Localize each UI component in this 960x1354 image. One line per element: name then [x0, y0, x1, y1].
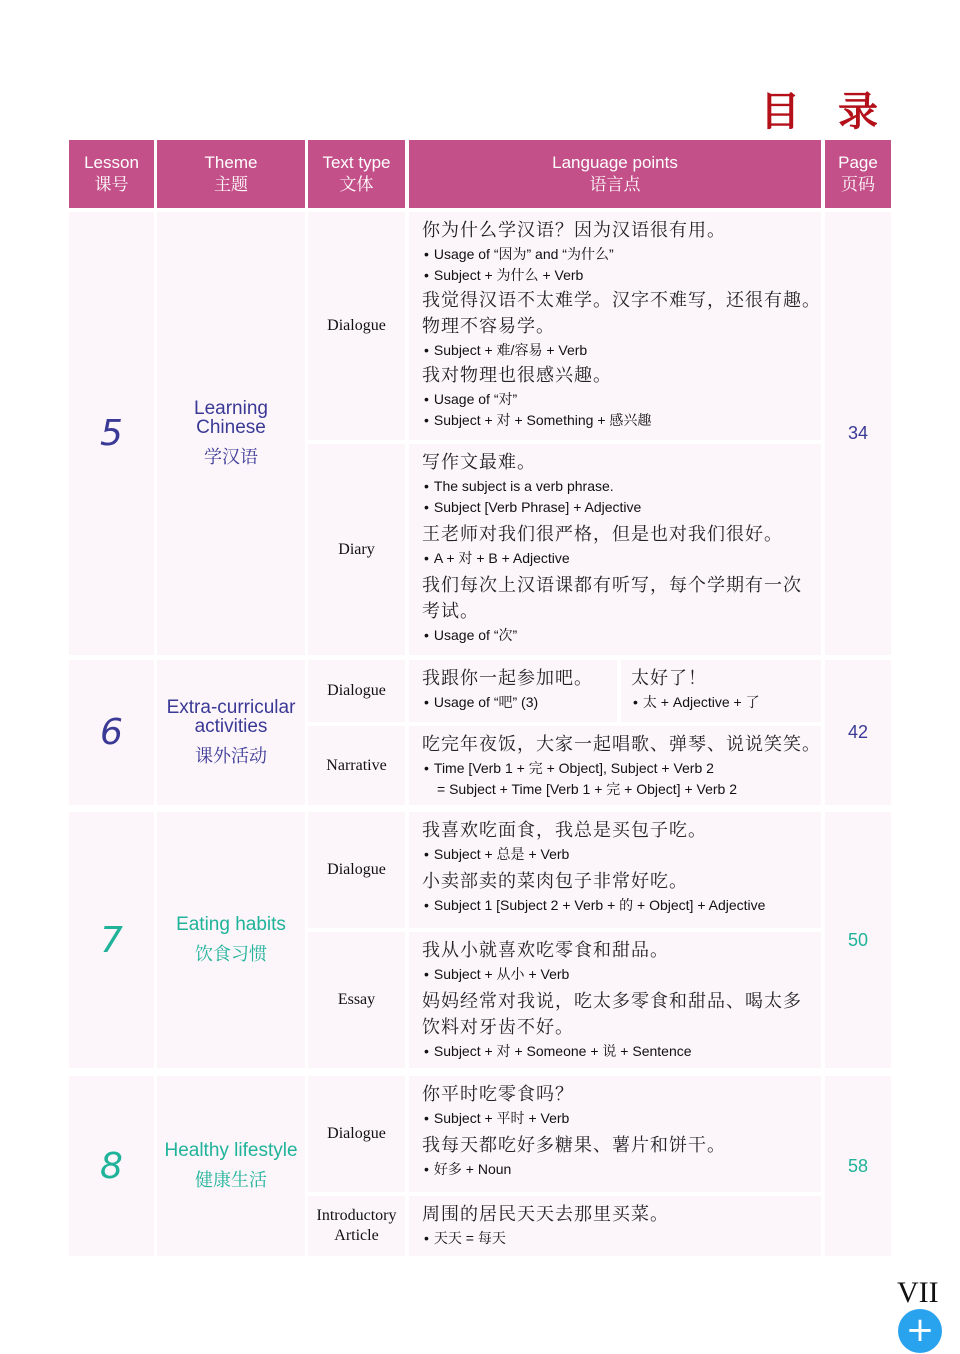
lesson-5-diary-points	[409, 444, 821, 655]
text-type: Dialogue	[327, 1125, 386, 1142]
lesson-5-number[interactable]	[69, 212, 154, 655]
text-type-line2: Article	[334, 1227, 379, 1244]
lesson-number: 5	[100, 413, 123, 454]
example-sentence: 考试。	[422, 601, 479, 622]
text-type: Introductory	[316, 1207, 397, 1224]
example-sentence: 我们每次上汉语课都有听写，每个学期有一次	[422, 575, 802, 596]
theme-zh: 学汉语	[204, 446, 258, 468]
text-type: Dialogue	[327, 682, 386, 699]
page-title: 目 录	[760, 89, 890, 135]
lesson-7-dialogue-type	[308, 812, 405, 928]
grammar-point: • Usage of “因为” and “为什么”	[422, 244, 821, 265]
text-type: Diary	[338, 540, 375, 558]
text-type: Essay	[337, 991, 376, 1008]
lesson-7-essay-type	[308, 932, 405, 1068]
grammar-point: • 天天 = 每天	[422, 1228, 821, 1249]
header-theme	[157, 140, 305, 208]
lesson-6-narrative-points	[409, 726, 821, 805]
page-number-roman: VII	[897, 1276, 939, 1309]
grammar-point: • Time [Verb 1 + 完 + Object], Subject + Verb 2	[422, 758, 821, 779]
grammar-point: • Subject + 对 + Someone + 说 + Sentence	[422, 1041, 821, 1062]
example-sentence: 吃完年夜饭，大家一起唱歌、弹琴、说说笑笑。	[422, 734, 821, 755]
header-text-type-zh: 文体	[339, 175, 374, 194]
header-theme-zh: 主题	[214, 175, 248, 194]
grammar-point: • A + 对 + B + Adjective	[422, 548, 821, 569]
example-sentence: 写作文最难。	[422, 452, 536, 473]
text-type: Narrative	[326, 756, 387, 774]
header-language-points-en: Language points	[552, 153, 678, 172]
example-sentence: 饮料对牙齿不好。	[422, 1017, 574, 1038]
lesson-6-dialogue-type	[308, 660, 405, 722]
grammar-point: • Subject + 难/容易 + Verb	[422, 340, 821, 361]
example-sentence: 我喜欢吃面食，我总是买包子吃。	[422, 820, 707, 841]
grammar-point: • Subject [Verb Phrase] + Adjective	[422, 497, 821, 518]
theme-en-line2: activities	[194, 715, 268, 737]
lesson-6-narrative-type	[308, 726, 405, 805]
example-sentence: 王老师对我们很严格，但是也对我们很好。	[422, 524, 783, 545]
header-theme-en: Theme	[204, 153, 258, 172]
grammar-point: • 太 + Adjective + 了	[631, 692, 821, 713]
header-language-points-zh: 语言点	[589, 175, 641, 194]
grammar-point: • The subject is a verb phrase.	[422, 476, 821, 497]
lesson-number: 7	[100, 919, 123, 961]
add-button[interactable]	[898, 1309, 942, 1353]
grammar-point: • Subject + 总是 + Verb	[422, 844, 821, 865]
lesson-5-theme[interactable]	[157, 212, 305, 655]
lesson-8-number[interactable]	[69, 1076, 154, 1256]
plus-icon: +	[905, 1310, 935, 1350]
lesson-8-intro-article-points	[409, 1196, 821, 1256]
grammar-point: • Usage of “次”	[422, 625, 821, 646]
grammar-point: • Subject + 平时 + Verb	[422, 1108, 821, 1129]
grammar-point: • 好多 + Noun	[422, 1159, 821, 1180]
theme-zh: 课外活动	[195, 745, 267, 767]
header-language-points	[409, 140, 821, 208]
lesson-6-dialogue-points-b	[621, 660, 821, 722]
theme-zh: 健康生活	[195, 1169, 267, 1191]
lesson-6-theme[interactable]	[157, 660, 305, 805]
lesson-5-page[interactable]	[825, 212, 891, 655]
lesson-6-dialogue-points-a	[409, 660, 617, 722]
grammar-point: = Subject + Time [Verb 1 + 完 + Object] + Verb 2	[437, 781, 738, 797]
example-sentence: 小卖部卖的菜肉包子非常好吃。	[422, 871, 688, 892]
grammar-point: • Subject + 为什么 + Verb	[422, 265, 821, 286]
header-lesson	[69, 140, 154, 208]
page-number: 50	[847, 929, 869, 950]
lesson-8-page[interactable]	[825, 1076, 891, 1256]
example-sentence: 你为什么学汉语？因为汉语很有用。	[422, 220, 726, 241]
lesson-number: 6	[100, 712, 123, 753]
header-lesson-zh: 课号	[94, 175, 129, 194]
example-sentence: 我对物理也很感兴趣。	[422, 365, 612, 386]
header-page-en: Page	[838, 153, 878, 172]
lesson-7-theme[interactable]	[157, 812, 305, 1068]
header-page-zh: 页码	[841, 175, 875, 194]
theme-en: Learning	[194, 397, 268, 419]
lesson-number: 8	[100, 1145, 123, 1187]
page-number: 34	[847, 423, 869, 443]
grammar-point: • Usage of “吧” (3)	[422, 692, 617, 713]
lesson-5-dialogue-points	[409, 212, 821, 440]
text-type: Dialogue	[327, 317, 386, 334]
grammar-point: • Usage of “对”	[422, 389, 821, 410]
theme-en: Healthy lifestyle	[164, 1139, 298, 1161]
example-sentence: 我跟你一起参加吧。	[422, 668, 593, 689]
example-sentence: 妈妈经常对我说，吃太多零食和甜品、喝太多	[422, 991, 802, 1012]
text-type: Dialogue	[327, 861, 386, 878]
theme-zh: 饮食习惯	[195, 943, 267, 965]
page-number: 42	[847, 722, 869, 742]
lesson-6-number[interactable]	[69, 660, 154, 805]
grammar-point: • Subject 1 [Subject 2 + Verb + 的 + Object] + Adjective	[422, 895, 821, 916]
example-sentence: 我觉得汉语不太难学。汉字不难写，还很有趣。	[422, 290, 821, 311]
theme-en-line2: Chinese	[196, 416, 266, 438]
lesson-7-dialogue-points	[409, 812, 821, 928]
lesson-8-intro-article-type	[308, 1196, 405, 1256]
lesson-5-diary-type	[308, 444, 405, 655]
lesson-7-number[interactable]	[69, 812, 154, 1068]
example-sentence: 周围的居民天天去那里买菜。	[422, 1204, 669, 1225]
lesson-8-dialogue-type	[308, 1076, 405, 1192]
lesson-6-page[interactable]	[825, 660, 891, 805]
header-text-type-en: Text type	[322, 153, 391, 172]
example-sentence: 我从小就喜欢吃零食和甜品。	[422, 940, 669, 961]
example-sentence: 物理不容易学。	[422, 316, 555, 337]
header-text-type	[308, 140, 405, 208]
grammar-point: • Subject + 从小 + Verb	[422, 964, 821, 985]
lesson-8-dialogue-points	[409, 1076, 821, 1192]
lesson-7-page[interactable]	[825, 812, 891, 1068]
lesson-5-dialogue-type	[308, 212, 405, 440]
theme-en: Extra-curricular	[166, 696, 296, 718]
lesson-7-essay-points	[409, 932, 821, 1068]
example-sentence: 你平时吃零食吗？	[422, 1084, 574, 1105]
theme-en: Eating habits	[176, 913, 286, 935]
header-lesson-en: Lesson	[84, 153, 139, 172]
example-sentence: 太好了！	[631, 668, 707, 689]
lesson-8-theme[interactable]	[157, 1076, 305, 1256]
page-number: 58	[847, 1155, 869, 1176]
header-page	[825, 140, 891, 208]
grammar-point: • Subject + 对 + Something + 感兴趣	[422, 410, 821, 431]
example-sentence: 我每天都吃好多糖果、薯片和饼干。	[422, 1135, 726, 1156]
